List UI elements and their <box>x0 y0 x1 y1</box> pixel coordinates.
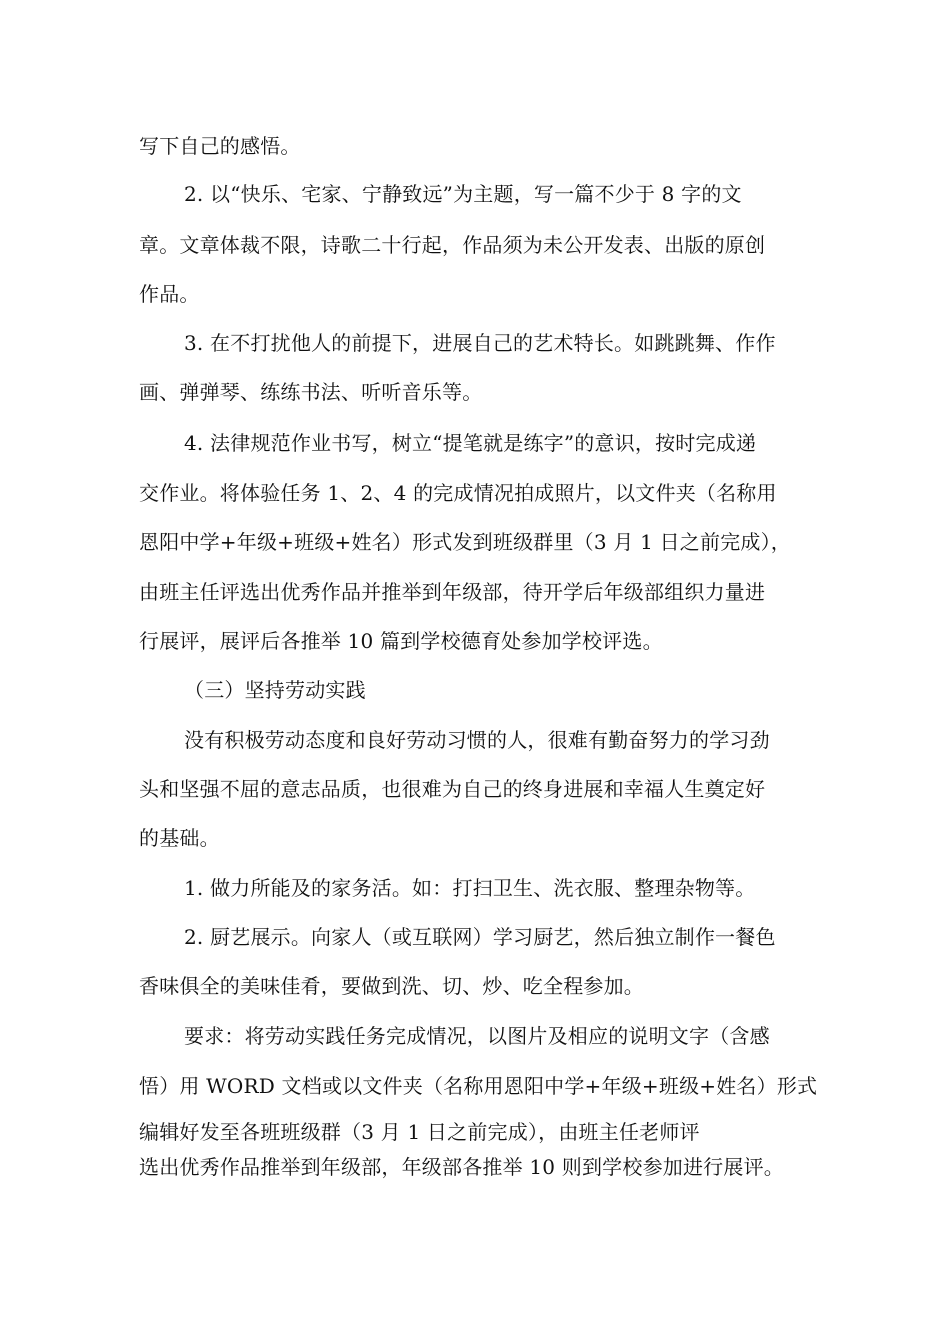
text-line-2: 2. 以“快乐、宅家、宁静致远”为主题，写一篇不少于 8 字的文 <box>184 182 742 206</box>
text-line-7: 4. 法律规范作业书写，树立“提笔就是练字”的意识，按时完成递 <box>184 431 757 455</box>
text-line-20: 悟）用 WORD 文档或以文件夹（名称用恩阳中学+年级+班级+姓名）形式 <box>139 1074 818 1098</box>
text-line-11: 行展评，展评后各推举 10 篇到学校德育处参加学校评选。 <box>139 629 663 653</box>
text-line-9: 恩阳中学+年级+班级+姓名）形式发到班级群里（3 月 1 日之前完成）， <box>139 530 791 554</box>
text-line-21: 编辑好发至各班班级群（3 月 1 日之前完成），由班主任老师评 <box>139 1120 700 1144</box>
text-line-8: 交作业。将体验任务 1、2、4 的完成情况拍成照片，以文件夹（名称用 <box>139 481 777 505</box>
text-line-6: 画、弹弹琴、练练书法、听听音乐等。 <box>139 380 483 404</box>
text-line-17: 2. 厨艺展示。向家人（或互联网）学习厨艺，然后独立制作一餐色 <box>184 925 776 949</box>
text-line-16: 1. 做力所能及的家务活。如：打扫卫生、洗衣服、整理杂物等。 <box>184 876 756 900</box>
text-line-10: 由班主任评选出优秀作品并推举到年级部，待开学后年级部组织力量进 <box>139 580 766 604</box>
text-line-13: 没有积极劳动态度和良好劳动习惯的人，很难有勤奋努力的学习劲 <box>184 728 770 752</box>
text-line-19: 要求：将劳动实践任务完成情况，以图片及相应的说明文字（含感 <box>184 1024 770 1048</box>
text-line-1: 写下自己的感悟。 <box>139 134 301 158</box>
text-line-15: 的基础。 <box>139 826 220 850</box>
text-line-3: 章。文章体裁不限，诗歌二十行起，作品须为未公开发表、出版的原创 <box>139 233 766 257</box>
text-line-5: 3. 在不打扰他人的前提下，进展自己的艺术特长。如跳跳舞、作作 <box>184 331 776 355</box>
text-line-22: 选出优秀作品推举到年级部，年级部各推举 10 则到学校参加进行展评。 <box>139 1155 784 1179</box>
text-line-18: 香味俱全的美味佳肴，要做到洗、切、炒、吃全程参加。 <box>139 974 644 998</box>
text-line-4: 作品。 <box>139 282 200 306</box>
section-heading: （三）坚持劳动实践 <box>184 678 366 702</box>
text-line-14: 头和坚强不屈的意志品质，也很难为自己的终身进展和幸福人生奠定好 <box>139 777 766 801</box>
